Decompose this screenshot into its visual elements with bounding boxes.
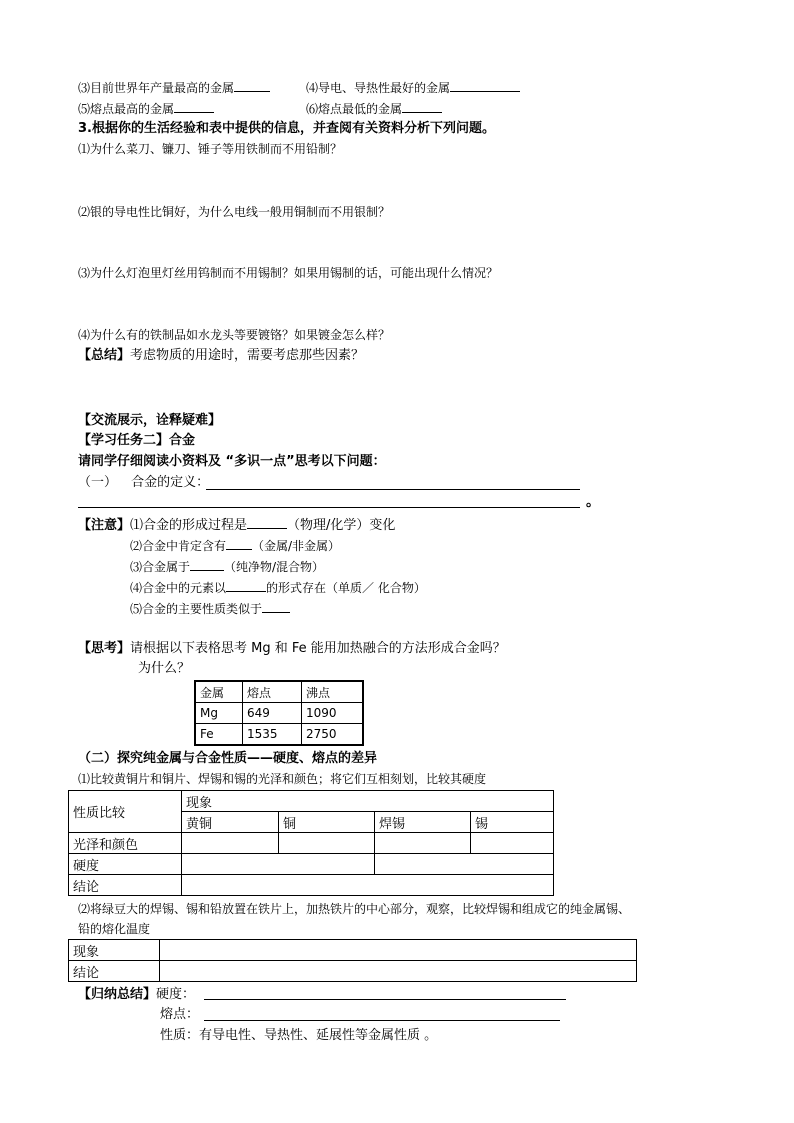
read-prompt: 请同学仔细阅读小资料及 “多识一点”思考以下问题：: [78, 454, 386, 469]
summary-property: 性质：有导电性、导热性、延展性等金属性质 。: [160, 1028, 438, 1043]
experiment-2-line-2: 铅的熔化温度: [78, 922, 151, 936]
note-5: ⑸合金的主要性质类似于: [130, 601, 290, 615]
answer-cell[interactable]: [160, 940, 637, 961]
answer-cell[interactable]: [279, 833, 375, 854]
table-row: [195, 724, 363, 746]
note-4: ⑷合金中的元素以 的形式存在（单质／ 化合物）: [130, 581, 426, 595]
melting-blank[interactable]: [204, 1020, 560, 1021]
table-header: 铜: [279, 812, 375, 833]
answer-cell[interactable]: [160, 961, 637, 982]
table-header: 金属: [195, 681, 243, 703]
task2-heading: 【学习任务二】合金: [78, 433, 196, 448]
row-label: 现象: [69, 940, 160, 961]
note-2: ⑵合金中肯定含有 （金属/非金属）: [130, 539, 341, 553]
table-cell: 649: [243, 703, 302, 724]
answer-cell[interactable]: [182, 854, 375, 875]
table-header: 性质比较: [69, 791, 182, 833]
summary-melting: 熔点：: [160, 1007, 200, 1022]
answer-blank[interactable]: [450, 80, 520, 92]
table-row: [69, 854, 554, 875]
answer-cell[interactable]: [375, 833, 471, 854]
note-1: 【注意】⑴合金的形成过程是 （物理/化学）变化: [78, 518, 396, 533]
table-row: [69, 833, 554, 854]
table-cell: 1090: [302, 703, 364, 724]
experiment-1: ⑴比较黄铜片和铜片、焊锡和锡的光泽和颜色；将它们互相刻划，比较其硬度: [78, 772, 487, 786]
table-header: 现象: [182, 791, 554, 812]
think-why: 为什么？: [138, 661, 191, 676]
table-cell: 1535: [243, 724, 302, 746]
question-3-3: ⑶为什么灯泡里灯丝用钨制而不用锡制？如果用锡制的话，可能出现什么情况？: [78, 266, 499, 280]
item-6: ⑹熔点最低的金属: [306, 101, 442, 115]
table-row: [69, 875, 554, 896]
answer-cell[interactable]: [375, 854, 554, 875]
answer-cell[interactable]: [471, 833, 554, 854]
summary-question: 【总结】考虑物质的用途时，需要考虑那些因素？: [78, 348, 365, 363]
answer-blank[interactable]: [174, 101, 214, 113]
definition-period: 。: [586, 494, 600, 510]
think-question: 【思考】请根据以下表格思考 Mg 和 Fe 能用加热融合的方法形成合金吗？: [78, 641, 506, 656]
summary-hardness: 【归纳总结】硬度：: [78, 987, 196, 1002]
item-4: ⑷导电、导热性最好的金属: [306, 80, 520, 94]
table-cell: Mg: [195, 703, 243, 724]
hardness-blank[interactable]: [204, 999, 566, 1000]
table-header: 沸点: [302, 681, 364, 703]
part2-heading: （二）探究纯金属与合金性质——硬度、熔点的差异: [78, 751, 378, 766]
answer-cell[interactable]: [182, 833, 279, 854]
definition-blank-1[interactable]: [206, 489, 580, 490]
table-header: 锡: [471, 812, 554, 833]
item-5: ⑸熔点最高的金属: [78, 101, 214, 115]
answer-blank[interactable]: [234, 80, 270, 92]
item-3: ⑶目前世界年产量最高的金属: [78, 80, 270, 94]
question-3-1: ⑴为什么菜刀、镰刀、锤子等用铁制而不用铅制？: [78, 142, 343, 156]
row-label: 硬度: [69, 854, 182, 875]
answer-cell[interactable]: [182, 875, 554, 896]
question-3-2: ⑵银的导电性比铜好，为什么电线一般用铜制而不用银制？: [78, 205, 391, 219]
row-label: 结论: [69, 961, 160, 982]
answer-blank[interactable]: [226, 538, 252, 550]
table-header: 熔点: [243, 681, 302, 703]
answer-blank[interactable]: [402, 101, 442, 113]
answer-blank[interactable]: [247, 517, 287, 529]
table-row: [69, 961, 637, 982]
question-3-heading: 3.根据你的生活经验和表中提供的信息，并查阅有关资料分析下列问题。: [78, 121, 495, 136]
row-label: 光泽和颜色: [69, 833, 182, 854]
table-row: [69, 940, 637, 961]
table-header: 黄铜: [182, 812, 279, 833]
table-cell: 2750: [302, 724, 364, 746]
table-row: [195, 703, 363, 724]
answer-blank[interactable]: [262, 601, 290, 613]
metal-melting-table: [194, 680, 364, 746]
note-3: ⑶合金属于 （纯净物/混合物）: [130, 560, 325, 574]
definition-line: （一） 合金的定义：: [78, 475, 210, 490]
question-3-4: ⑷为什么有的铁制品如水龙头等要镀铬？如果镀金怎么样？: [78, 328, 391, 342]
experiment-2-line-1: ⑵将绿豆大的焊锡、锡和铅放置在铁片上，加热铁片的中心部分，观察，比较焊锡和组成它的纯金属锡、: [78, 902, 631, 916]
row-label: 结论: [69, 875, 182, 896]
definition-blank-2[interactable]: [78, 507, 580, 508]
table-cell: Fe: [195, 724, 243, 746]
exchange-heading: 【交流展示，诠释疑难】: [78, 413, 222, 428]
melting-observation-table: [68, 939, 637, 982]
answer-blank[interactable]: [226, 580, 266, 592]
table-header: 焊锡: [375, 812, 471, 833]
answer-blank[interactable]: [190, 559, 224, 571]
property-comparison-table: [68, 790, 554, 896]
